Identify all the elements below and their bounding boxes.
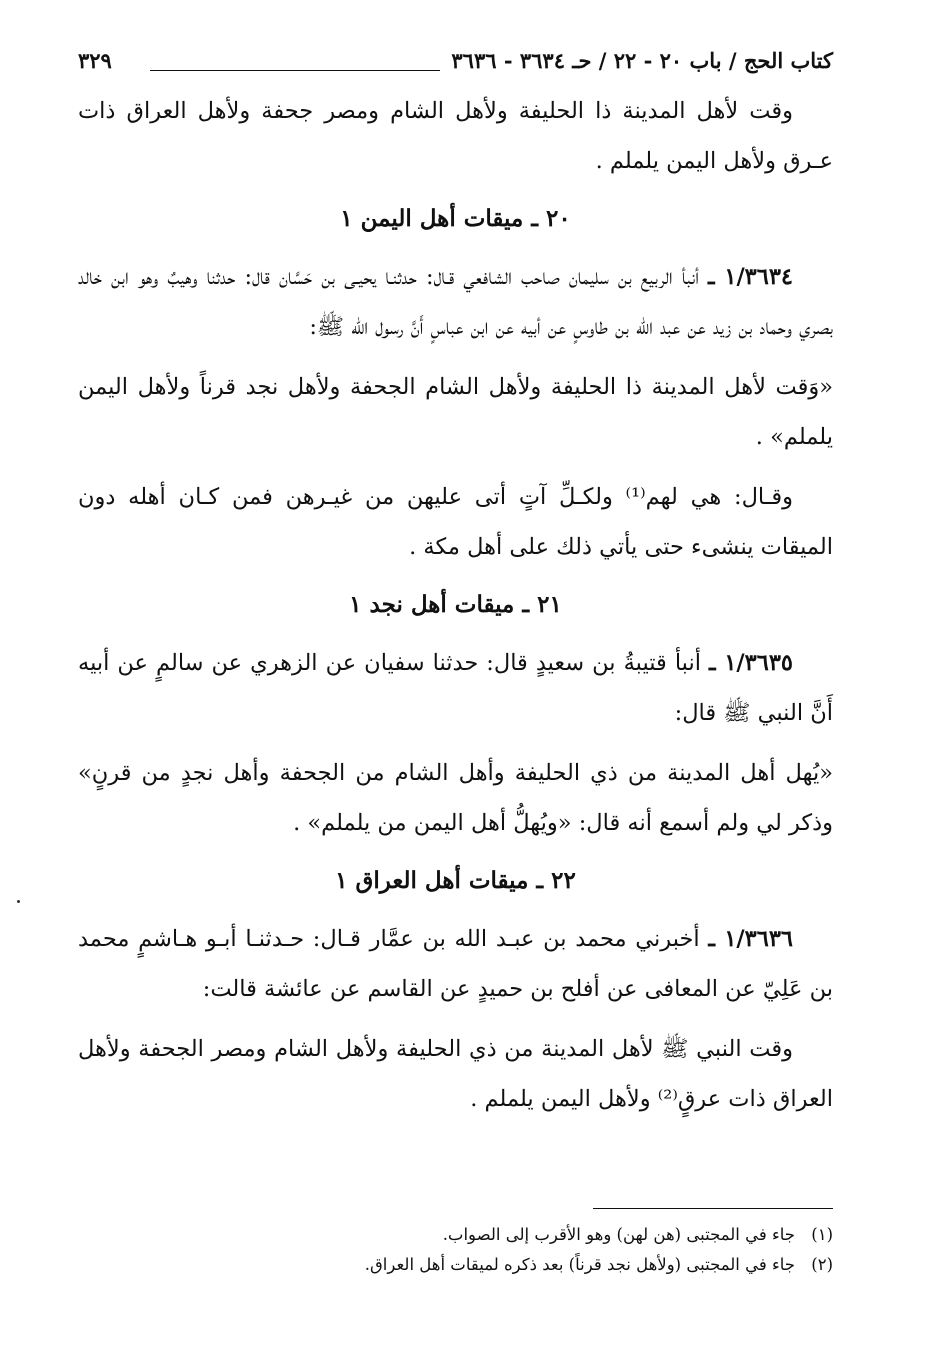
footnote-mark: (٢): [811, 1255, 833, 1274]
section-title-20: ٢٠ ـ ميقات أهل اليمن ١: [340, 205, 571, 232]
header-rule: [150, 70, 440, 71]
footnote-mark: (١): [811, 1225, 833, 1244]
hadith-number: ١/٣٦٣٤ ـ: [708, 264, 794, 290]
running-header-title: كتاب الحج / باب ٢٠ - ٢٢ / حـ ٣٦٣٤ - ٣٦٣٦: [451, 48, 833, 73]
running-header: [78, 40, 833, 86]
hadith-isnad-text: أنبأ قتيبةُ بن سعيدٍ قال: حدثنا سفيان عن الزهري عن سالمٍ عن أبيه أَنَّ النبي ﷺ قال:: [78, 650, 833, 726]
hadith-number: ١/٣٦٣٦ ـ: [708, 926, 793, 952]
hadith-3636-matn: وقت النبي ﷺ لأهل المدينة من ذي الحليفة ولأهل الشام ومصر الجحفة ولأهل العراق ذات عرقٍ⁽²⁾ ولأهل اليمن يلملم .: [78, 1036, 833, 1112]
hadith-3635-isnad: [78, 638, 833, 738]
footnotes: [78, 1220, 833, 1280]
page-number: ٣٢٩: [78, 48, 112, 73]
hadith-3636-isnad: [78, 914, 833, 1014]
hadith-3634-continuation: وقـال: هي لهم⁽¹⁾ ولكـلِّ آتٍ أتى عليهن من غيـرهن فمن كـان أهله دون الميقات ينشىء حتى يأتي ذلك على أهل مكة .: [78, 484, 833, 560]
page-body: [78, 40, 833, 1134]
hadith-isnad-text: أخبرني محمد بن عبـد الله بن عمَّار قـال: حـدثنـا أبـو هـاشمٍ محمد بن عَلِيّ عن المعافى عن أفلح بن حميدٍ عن القاسم عن عائشة قالت:: [78, 926, 833, 1002]
hadith-3634-matn: «وَقت لأهل المدينة ذا الحليفة ولأهل الشام الجحفة ولأهل نجد قرناً ولأهل اليمن يلملم» .: [78, 374, 833, 450]
section-title-22: ٢٢ ـ ميقات أهل العراق ١: [335, 867, 576, 894]
footnote-separator: [593, 1208, 833, 1209]
footnote-text: جاء في المجتبى (هن لهن) وهو الأقرب إلى الصواب.: [442, 1225, 795, 1244]
paragraph-continuation: وقت لأهل المدينة ذا الحليفة ولأهل الشام ومصر جحفة ولأهل العراق ذات عـرق ولأهل اليمن يلملم .: [78, 98, 833, 174]
hadith-number: ١/٣٦٣٥ ـ: [709, 650, 793, 676]
hadith-3635-matn: «يُهل أهل المدينة من ذي الحليفة وأهل الشام من الجحفة وأهل نجدٍ من قرنٍ» وذكر لي ولم أسمع أنه قال: «ويُهلُّ أهل اليمن من يلملم» .: [78, 760, 833, 836]
footnote-2: [78, 1250, 833, 1280]
hadith-3634-isnad: [78, 252, 833, 352]
footnote-1: [78, 1220, 833, 1250]
footnote-text: جاء في المجتبى (ولأهل نجد قرناً) بعد ذكره لميقات أهل العراق.: [364, 1255, 795, 1274]
section-title-21: ٢١ ـ ميقات أهل نجد ١: [349, 591, 562, 618]
hadith-isnad-text: أنبأ الربيع بن سليمان صاحب الشافعي قـال: حدثنـا يحيـى بن حَسَّان قال: حدثنا وهيبٌ وهو ابن خالد بصري وحماد بن زيد عن عبد الله بن طاوسٍ عن أبيه عن ابن عباسٍ أَنَّ رسول الله ﷺ:: [78, 264, 833, 340]
scan-speck: [17, 900, 20, 903]
